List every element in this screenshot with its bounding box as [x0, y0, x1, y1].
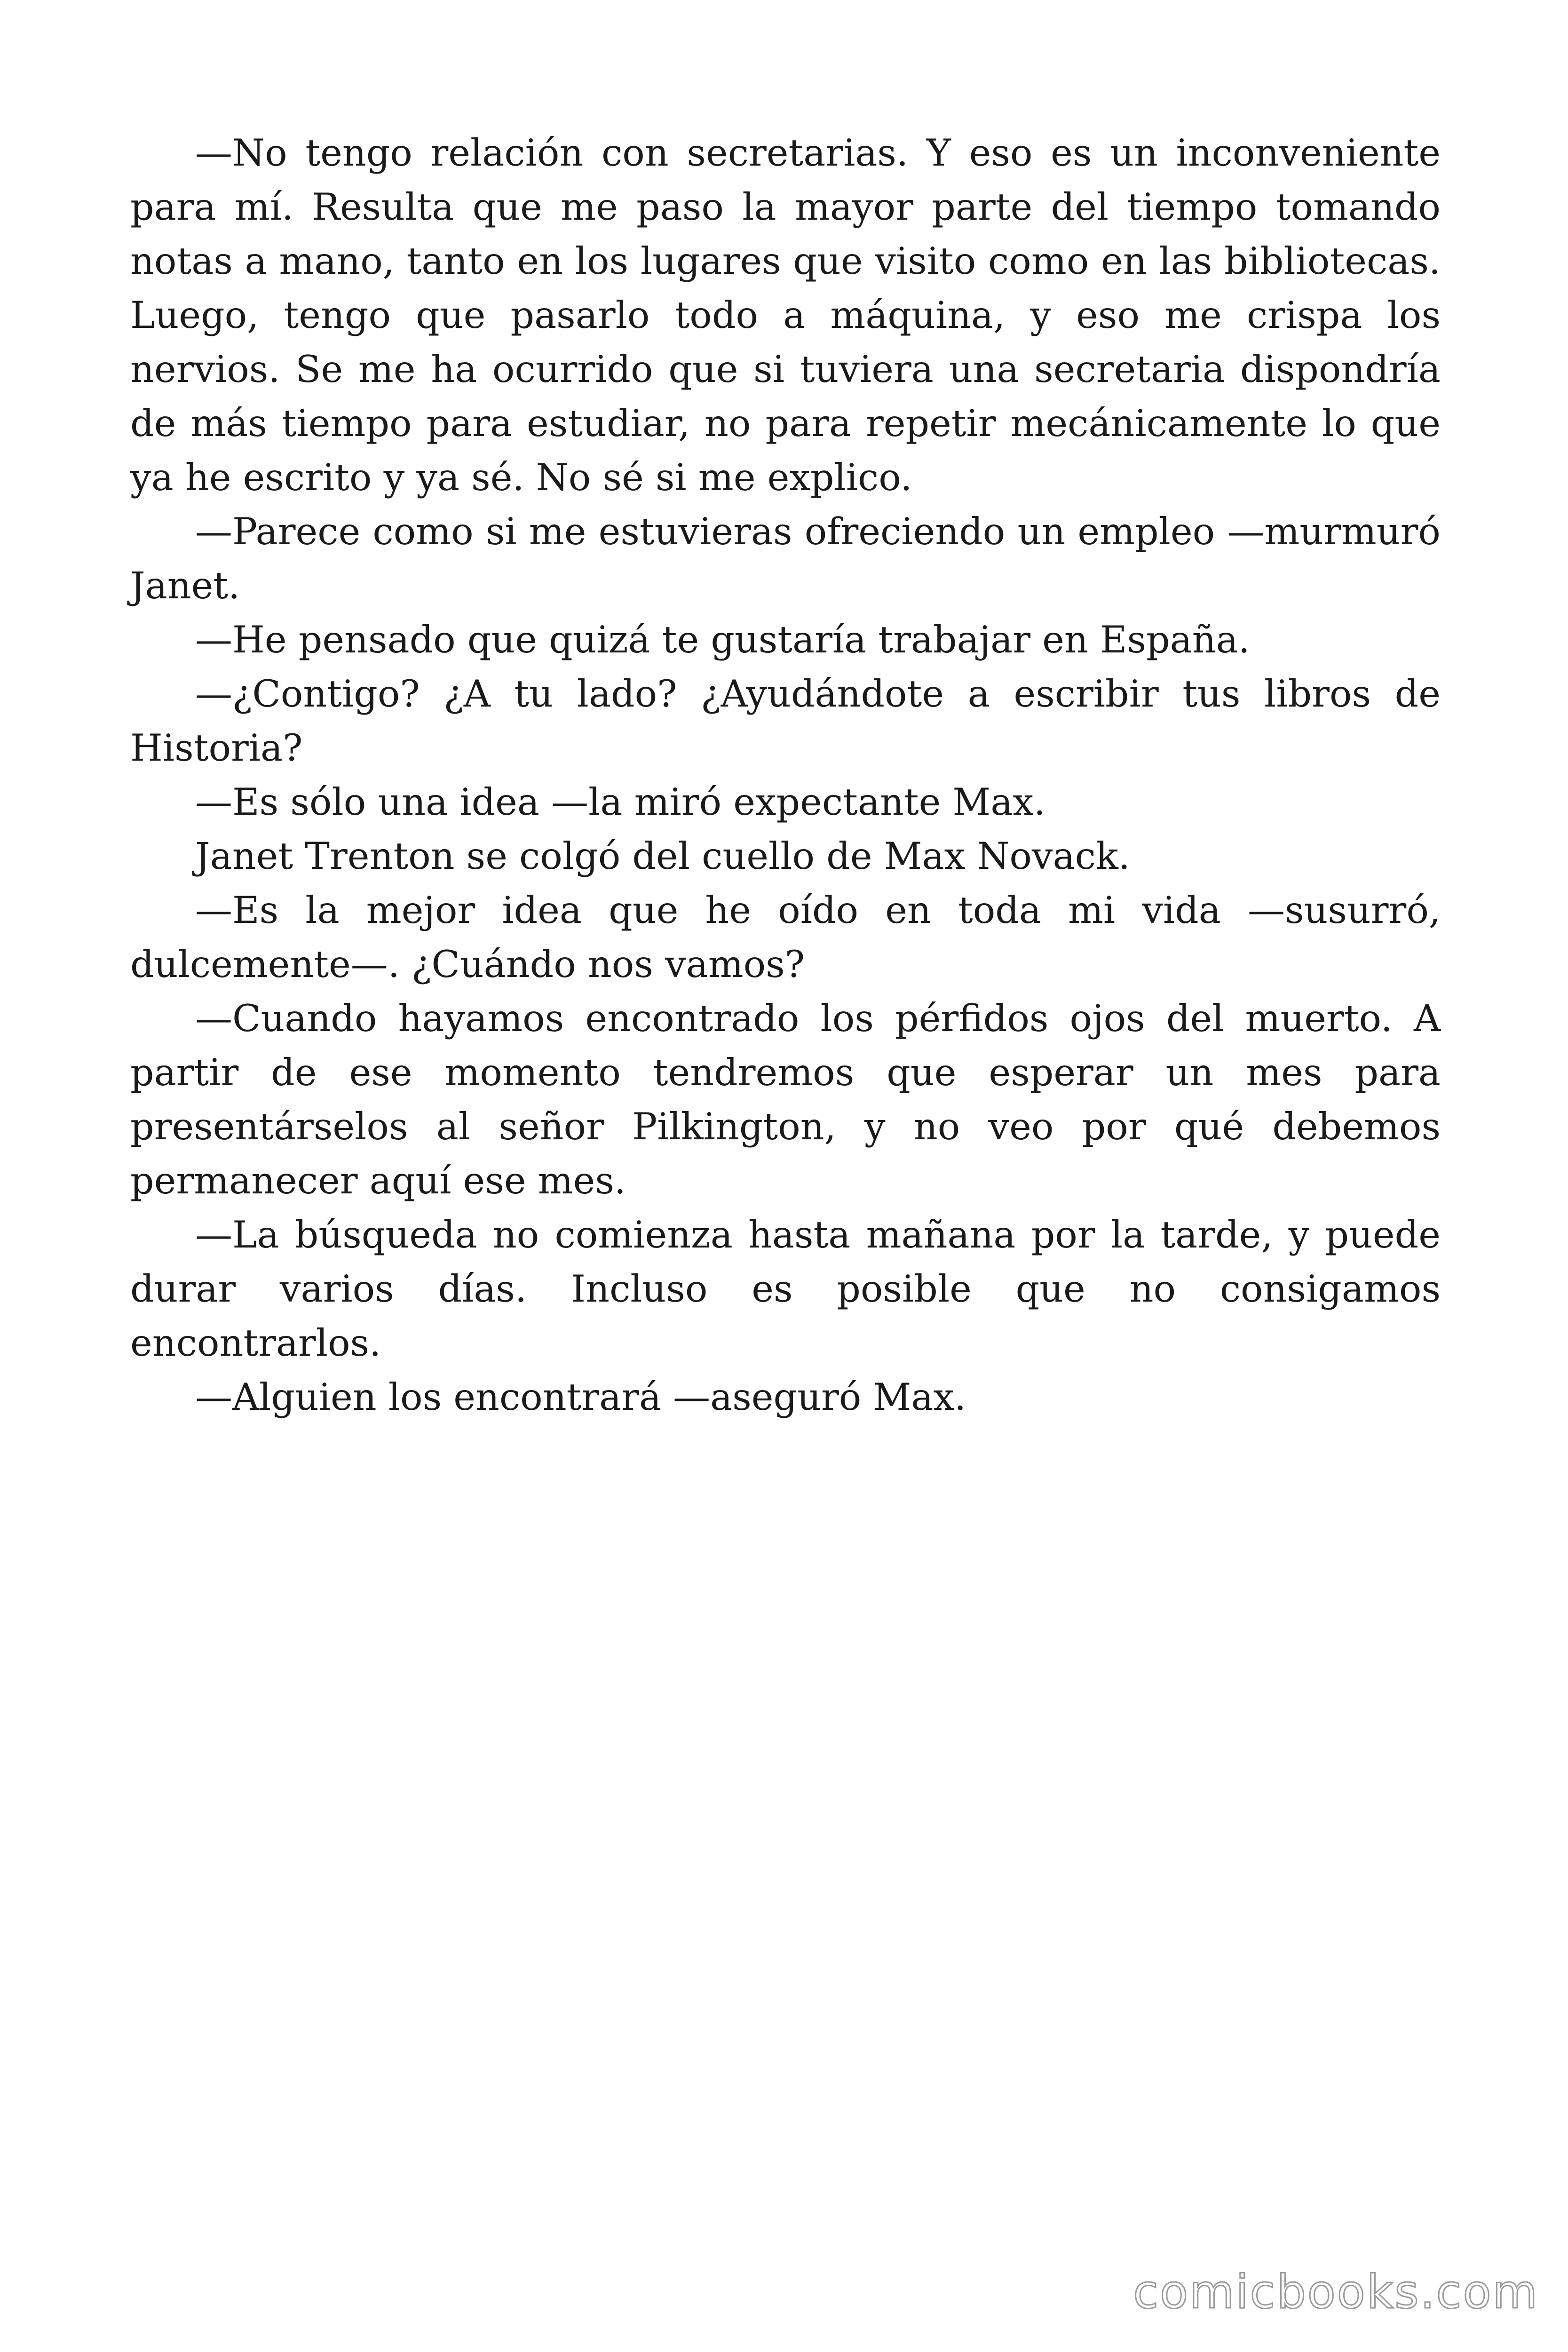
paragraph: —Es la mejor idea que he oído en toda mi vida —susurró, dulcemente—. ¿Cuándo nos vamos?: [130, 889, 1441, 986]
body-text: [130, 126, 1441, 1424]
paragraph: —No tengo relación con secretarias. Y eso es un inconveniente para mí. Resulta que me paso la mayor parte del tiempo tomando notas a mano, tanto en los lugares que visito como en las bibliotecas. Luego, tengo que pasarlo todo a máquina, y eso me crispa los nervios. Se me ha ocurrido que si tuviera una secretaria dispondría de más tiempo para estudiar, no para repetir mecánicamente lo que ya he escrito y ya sé. No sé si me explico.: [130, 131, 1441, 499]
paragraph: —Cuando hayamos encontrado los pérfidos ojos del muerto. A partir de ese momento tendremos que esperar un mes para presentárselos al señor Pilkington, y no veo por qué debemos permanecer aquí ese mes.: [130, 997, 1441, 1202]
site-watermark: comicbooks.com: [1133, 2265, 1539, 2319]
paragraph: Janet Trenton se colgó del cuello de Max Novack.: [195, 834, 1130, 878]
paragraph: —¿Contigo? ¿A tu lado? ¿Ayudándote a escribir tus libros de Historia?: [130, 672, 1441, 770]
paragraph: —He pensado que quizá te gustaría trabajar en España.: [195, 618, 1250, 661]
paragraph: —La búsqueda no comienza hasta mañana por la tarde, y puede durar varios días. Incluso es posible que no consigamos encontrarlos.: [130, 1213, 1441, 1365]
paragraph: —Parece como si me estuvieras ofreciendo un empleo —murmuró Janet.: [130, 510, 1441, 607]
paragraph: —Alguien los encontrará —aseguró Max.: [195, 1375, 966, 1419]
paragraph: —Es sólo una idea —la miró expectante Max.: [195, 780, 1046, 824]
